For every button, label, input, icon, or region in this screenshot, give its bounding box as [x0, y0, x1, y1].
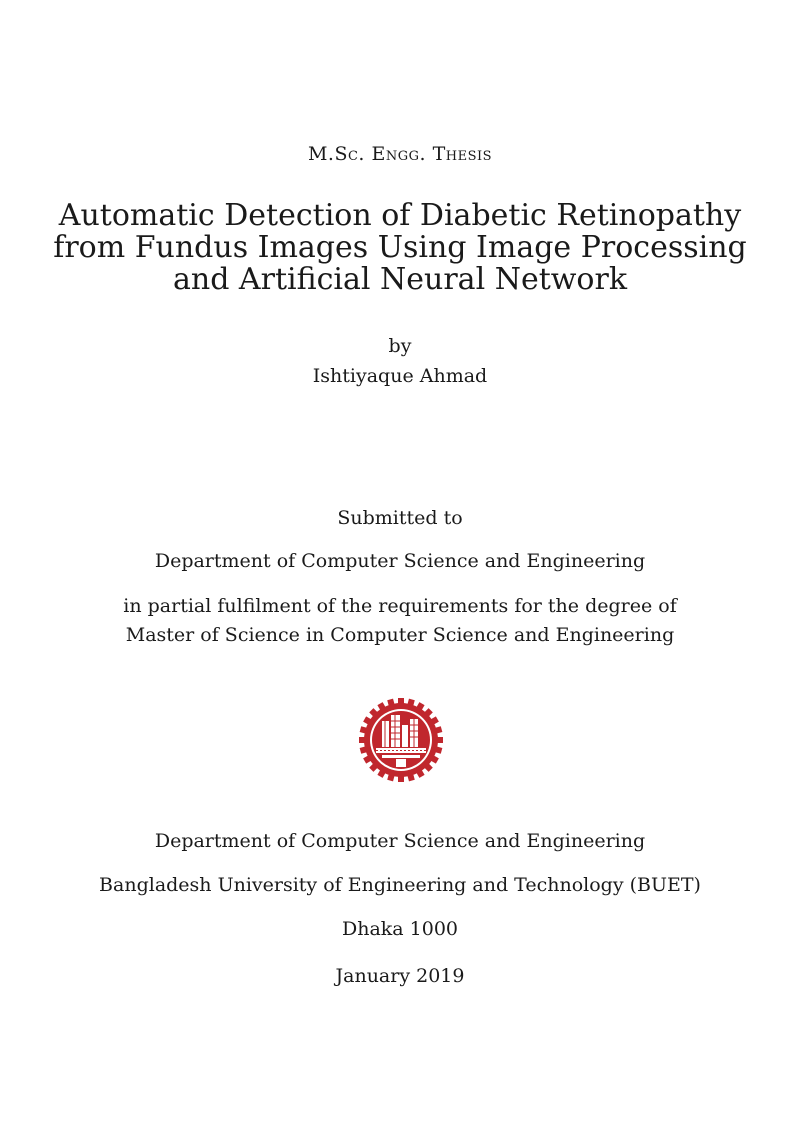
author-name: Ishtiyaque Ahmad	[312, 365, 488, 387]
title-line: and Artificial Neural Network	[172, 262, 628, 297]
thesis-title	[0, 200, 800, 296]
by-label: by	[388, 335, 412, 357]
university-seal-icon	[358, 697, 444, 783]
requirement-line: in partial fulfilment of the requirements for the degree of	[123, 595, 677, 617]
university-name: Bangladesh University of Engineering and Technology (BUET)	[99, 874, 701, 896]
requirement-line: Master of Science in Computer Science and Engineering	[125, 624, 675, 646]
city-postcode: Dhaka 1000	[341, 918, 459, 940]
submitted-label: Submitted to	[337, 507, 463, 529]
submitted-department: Department of Computer Science and Engineering	[154, 550, 646, 572]
department-name: Department of Computer Science and Engineering	[154, 830, 646, 852]
title-line: Automatic Detection of Diabetic Retinopathy	[58, 198, 742, 233]
thesis-type: M.Sc. Engg. Thesis	[307, 143, 493, 165]
submission-date: January 2019	[335, 965, 465, 987]
title-line: from Fundus Images Using Image Processing	[53, 230, 747, 265]
